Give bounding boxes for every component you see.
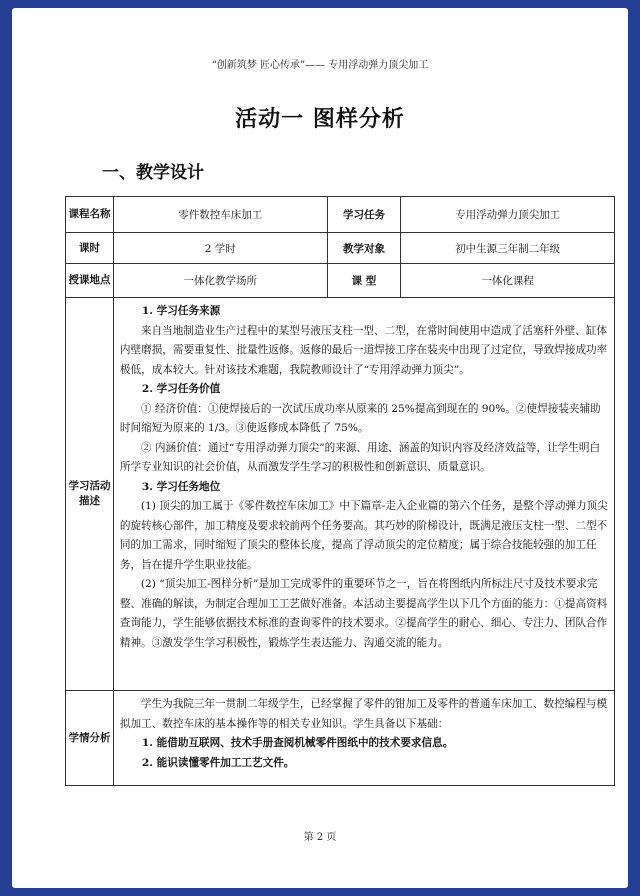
running-header: “创新筑梦 匠心传承”—— 专用浮动弹力顶尖加工 <box>211 60 429 71</box>
value-course-name: 零件数控车床加工 <box>113 197 327 233</box>
table-row <box>66 233 615 264</box>
value-class-type: 一体化课程 <box>401 264 615 298</box>
teaching-design-table <box>65 196 615 786</box>
paragraph: 2. 能识读懂零件加工工艺文件。 <box>141 756 295 769</box>
label-analysis: 学情分析 <box>66 691 114 786</box>
paragraph: ① 经济价值：①使焊接后的一次试压成功率从原来的 25%提高到现在的 90%。②使焊接装夹辅助时间缩短为原来的 1/3。③使返修成本降低了 75%。 <box>119 402 601 434</box>
table-row <box>66 197 615 233</box>
learner-analysis <box>113 691 614 786</box>
paragraph: (1) 顶尖的加工属于《零件数控车床加工》中下篇章-走入企业篇的第六个任务，是整个浮动弹力顶尖的旋转核心部件，加工精度及要求较前两个任务要高。其巧妙的阶梯设计，既满足液压支柱一型、二型不同的加工需求，同时缩短了顶尖的整体长度，提高了浮动顶尖的定位精度；属于综合技能较强的加工任务，旨在提升学生职业技能。 <box>119 500 608 571</box>
paragraph: ② 内涵价值：通过“专用浮动弹力顶尖”的来源、用途、涵盖的知识内容及经济效益等，让学生明白所学专业知识的社会价值，从而激发学生学习的积极性和创新意识、质量意识。 <box>119 441 601 473</box>
paragraph: 来自当地制造业生产过程中的某型号液压支柱一型、二型，在常时间使用中造成了活塞杆外壁、缸体内壁磨损，需要重复性、批量性返修。返修的最后一道焊接工序在装夹中出现了过定位，导致焊接成功率极低，成本较大。针对该技术难题，我院教师设计了“专用浮动弹力顶尖”。 <box>119 324 608 376</box>
paragraph: 学生为我院三年一贯制二年级学生，已经掌握了零件的钳加工及零件的普通车床加工、数控编程与模拟加工、数控车床的基本操作等的相关专业知识。学生具备以下基础： <box>119 698 608 730</box>
document-page <box>12 8 628 888</box>
table-row <box>66 691 615 786</box>
label-course-name: 课程名称 <box>66 197 114 233</box>
label-audience: 教学对象 <box>327 233 401 264</box>
label-activity: 学习活动描述 <box>66 298 114 691</box>
value-location: 一体化教学场所 <box>113 264 327 298</box>
paragraph: 1. 学习任务来源 <box>141 305 221 317</box>
value-hours: 2 学时 <box>113 233 327 264</box>
paragraph: 2. 学习任务价值 <box>141 383 221 395</box>
table-row <box>66 298 615 691</box>
label-hours: 课时 <box>66 233 114 264</box>
activity-description <box>113 298 614 691</box>
value-audience: 初中生源三年制二年级 <box>401 233 615 264</box>
paragraph: (2) “顶尖加工-图样分析”是加工完成零件的重要环节之一，旨在将图纸内所标注尺寸及技术要求完整、准确的解读，为制定合理加工工艺做好准备。本活动主要提高学生以下几个方面的能力：①提高资料查询能力，学生能够依据技术标准的查询零件的技术要求。②提高学生的耐心、细心、专注力、团队合作精神。③激发学生学习积极性，锻炼学生表达能力、沟通交流的能力。 <box>119 578 608 649</box>
table-row <box>66 264 615 298</box>
section-heading: 一、教学设计 <box>102 163 204 183</box>
page-number: 第 2 页 <box>303 832 337 843</box>
value-task: 专用浮动弹力顶尖加工 <box>401 197 615 233</box>
label-location: 授课地点 <box>66 264 114 298</box>
paragraph: 1. 能借助互联网、技术手册查阅机械零件图纸中的技术要求信息。 <box>141 737 454 749</box>
page-title: 活动一 图样分析 <box>235 106 405 132</box>
paragraph: 3. 学习任务地位 <box>141 480 221 493</box>
label-task: 学习任务 <box>327 197 401 233</box>
label-class-type: 课 型 <box>327 264 401 298</box>
